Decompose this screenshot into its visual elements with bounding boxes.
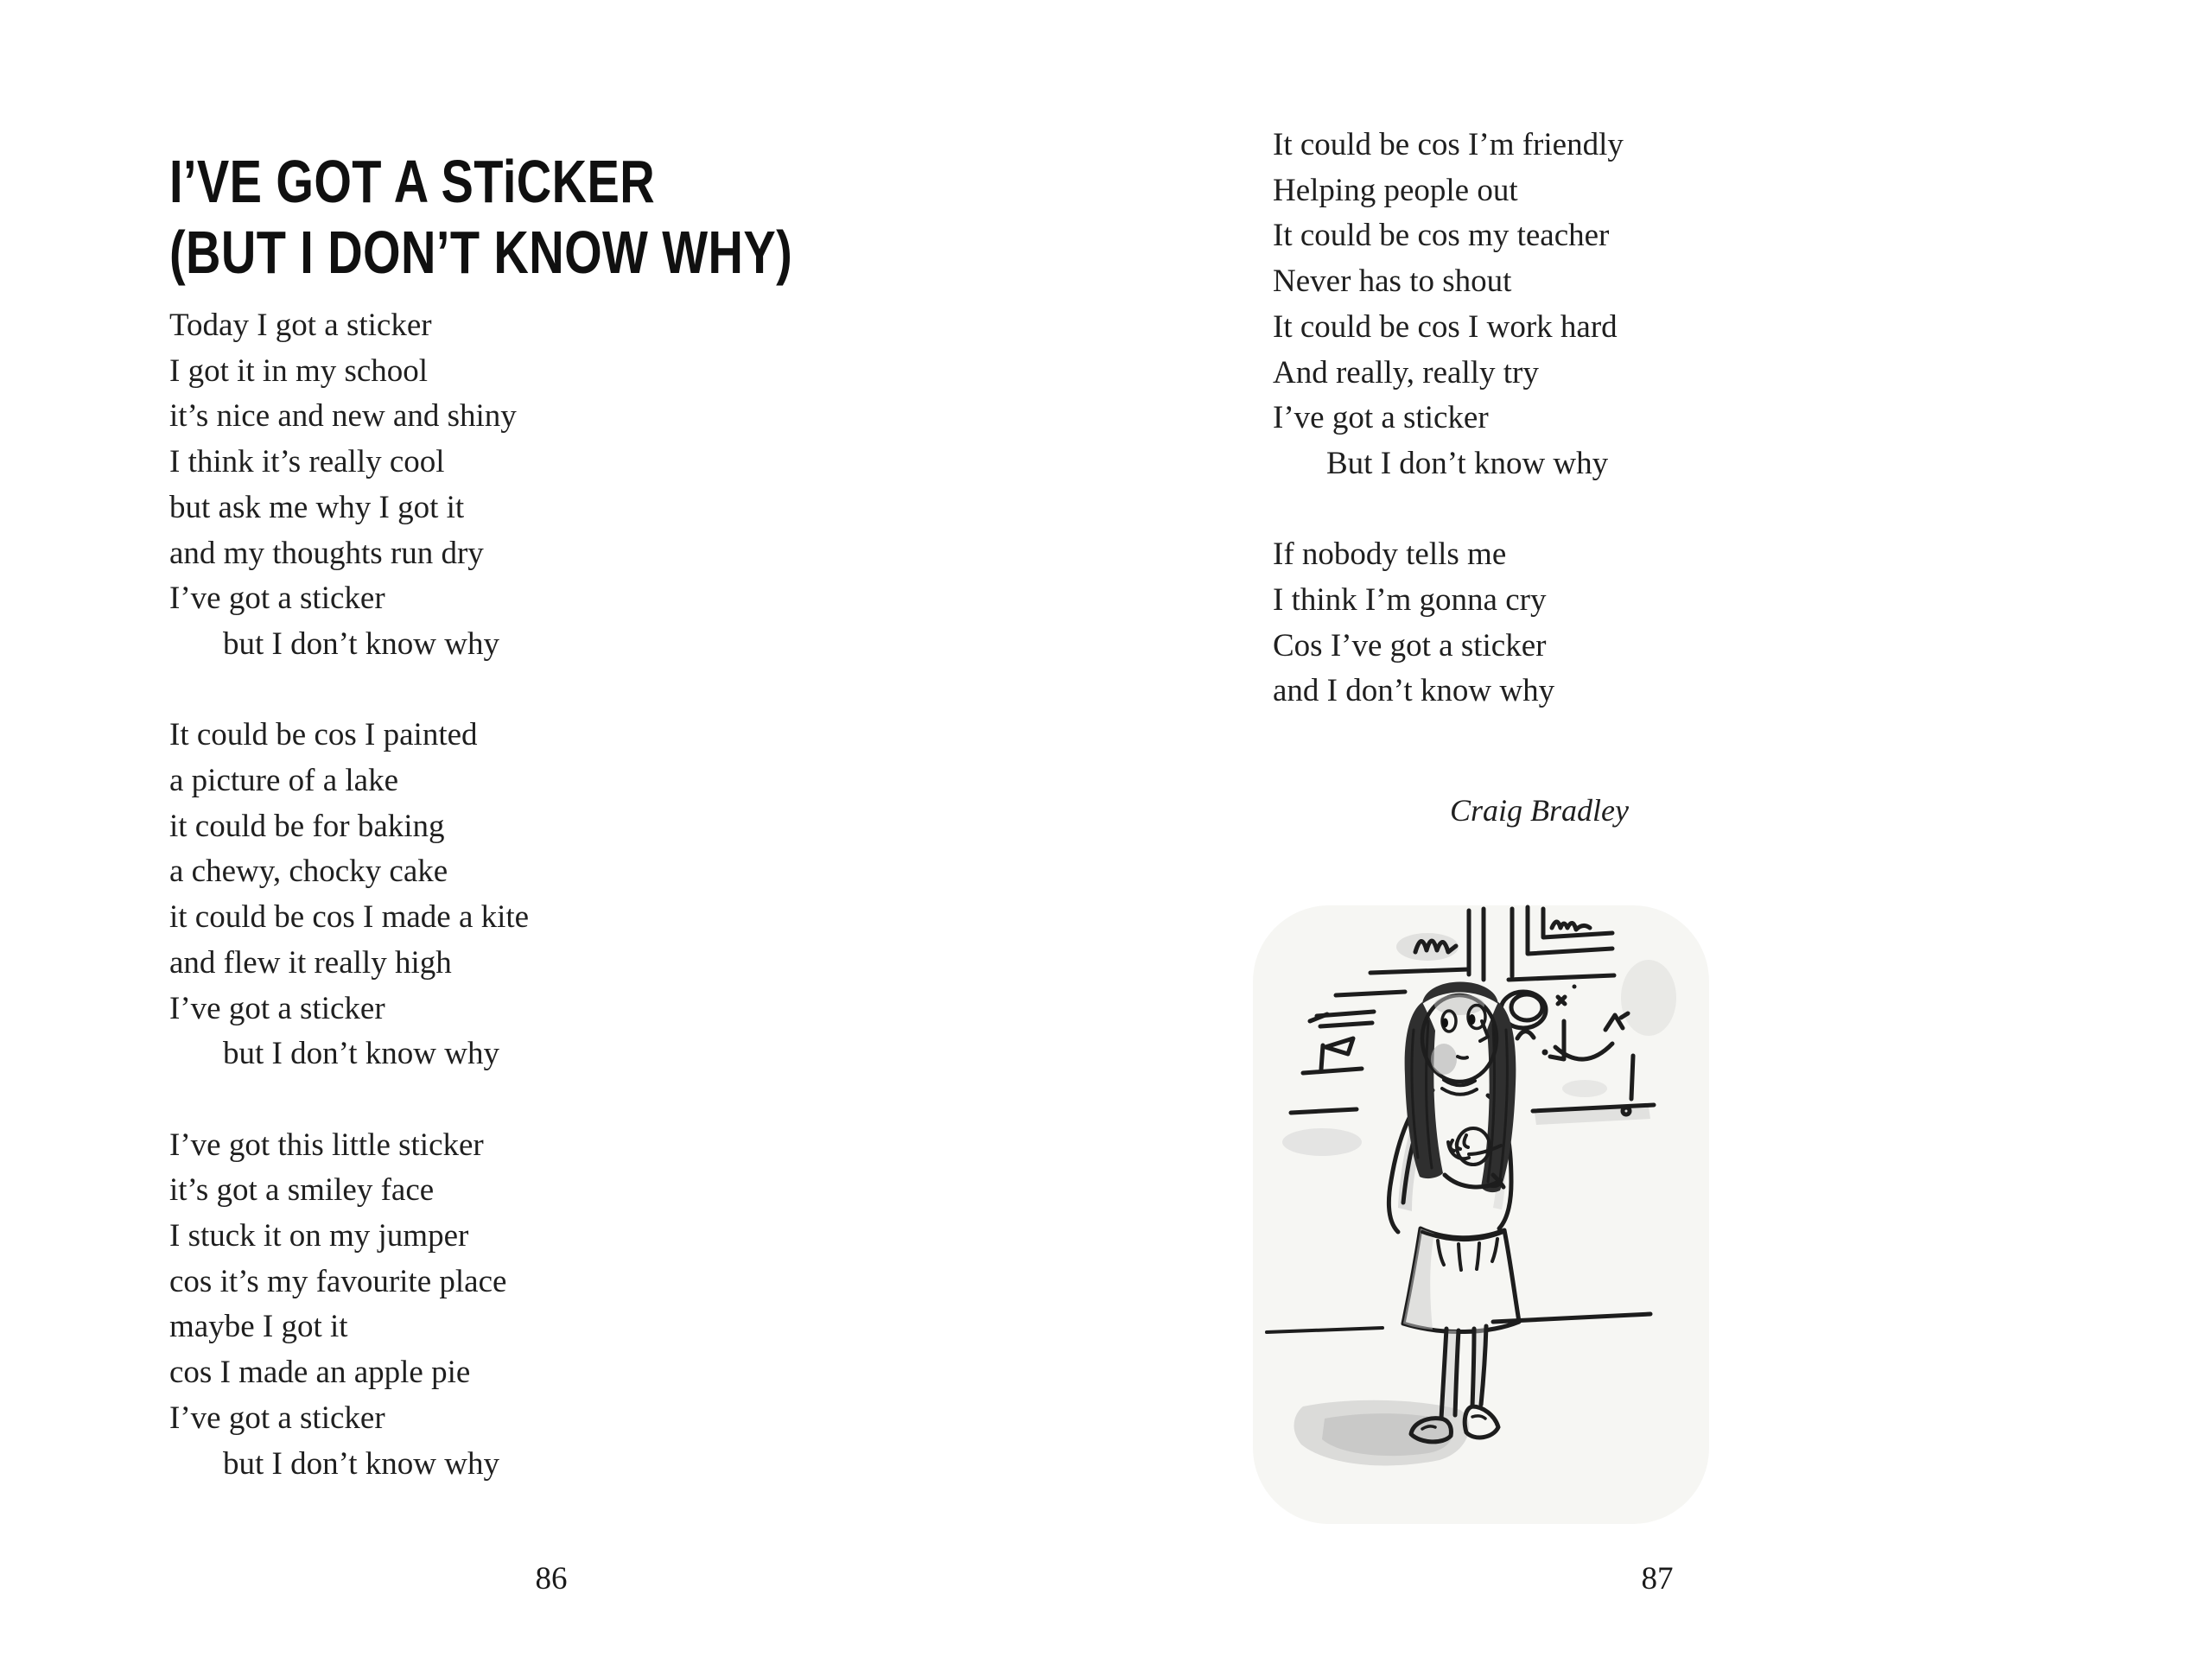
poem-line: but I don’t know why: [223, 1036, 499, 1072]
poem-stanza: [1273, 123, 1624, 487]
poem-line: I think it’s really cool: [169, 444, 445, 480]
poem-line: I’ve got a sticker: [1273, 400, 1489, 436]
poem-line: but I don’t know why: [223, 625, 499, 662]
poem-line: but I don’t know why: [223, 1445, 499, 1482]
author-credit: Craig Bradley: [1450, 793, 1629, 828]
poem-title-line-1: I’VE GOT A STiCKER: [169, 147, 656, 215]
poem-title: [169, 146, 792, 288]
poem-line: I’ve got a sticker: [169, 1400, 385, 1436]
poem-title-line-2: (BUT I DON’T KNOW WHY): [169, 218, 793, 286]
poem-line: and flew it really high: [169, 944, 452, 981]
poem-stanza: [1273, 532, 1624, 714]
poem-line: And really, really try: [1273, 354, 1539, 390]
poem-line: I’ve got a sticker: [169, 990, 385, 1026]
poem-line: a chewy, chocky cake: [169, 854, 448, 890]
poem-line: it could be cos I made a kite: [169, 899, 530, 936]
poem-line: I think I’m gonna cry: [1273, 582, 1547, 619]
poem-line: it could be for baking: [169, 808, 445, 844]
illustration-girl-with-sticker: [1243, 890, 1719, 1543]
poem-line: cos it’s my favourite place: [169, 1263, 507, 1299]
poem-line: Cos I’ve got a sticker: [1273, 627, 1547, 663]
poem-stanza: [169, 303, 529, 668]
poem-line: but ask me why I got it: [169, 489, 465, 525]
poem-line: If nobody tells me: [1273, 536, 1507, 573]
poem-line: I got it in my school: [169, 352, 429, 389]
page-number-left: 86: [535, 1561, 568, 1597]
poem-line: It could be cos I work hard: [1273, 308, 1618, 345]
poem-stanza: [169, 713, 529, 1077]
poem-line: a picture of a lake: [169, 763, 399, 799]
poem-line: cos I made an apple pie: [169, 1355, 471, 1391]
poem-stanza: [169, 1123, 529, 1488]
poem-line: Helping people out: [1273, 172, 1518, 208]
poem-line: it’s got a smiley face: [169, 1172, 435, 1209]
poem-line: It could be cos I’m friendly: [1273, 127, 1624, 162]
poem-left-column: [169, 303, 529, 1533]
poem-line: and my thoughts run dry: [169, 535, 484, 571]
poem-line: It could be cos I painted: [169, 717, 478, 753]
poem-line: I’ve got this little sticker: [169, 1127, 484, 1163]
poem-line: But I don’t know why: [1326, 445, 1609, 481]
poem-line: I stuck it on my jumper: [169, 1218, 469, 1254]
poem-line: maybe I got it: [169, 1309, 348, 1345]
poem-line: Never has to shout: [1273, 263, 1512, 300]
poem-right-column: [1273, 123, 1624, 760]
poem-line: it’s nice and new and shiny: [169, 398, 517, 435]
page-number-right: 87: [1641, 1561, 1674, 1597]
poem-line: and I don’t know why: [1273, 673, 1555, 709]
poem-line: I’ve got a sticker: [169, 581, 385, 617]
poem-line: Today I got a sticker: [169, 308, 432, 343]
poem-line: It could be cos my teacher: [1273, 218, 1610, 254]
